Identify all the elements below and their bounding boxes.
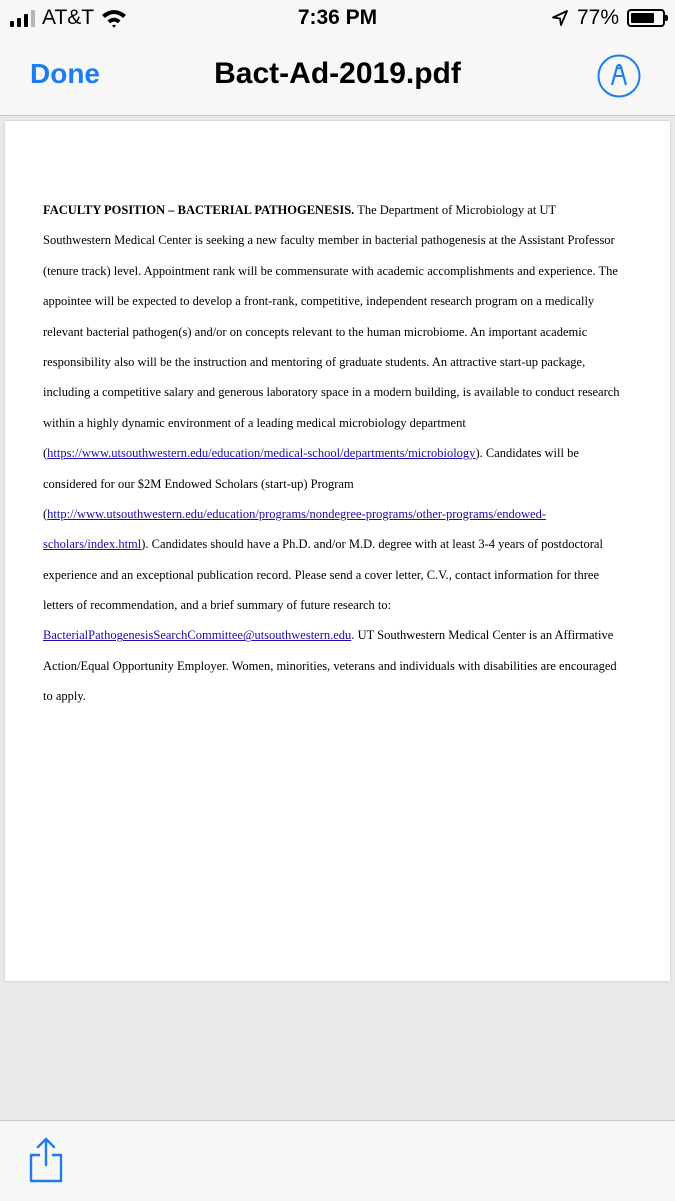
body-text: including a competitive salary and generous laboratory space in a modern building, is available to conduct research [43,385,620,400]
wifi-icon [101,8,127,28]
document-line [43,317,639,347]
done-button[interactable]: Done [30,58,100,89]
document-line [43,286,639,316]
document-line [43,681,639,711]
share-icon[interactable] [28,1135,64,1183]
body-text: appointee will be expected to develop a front-rank, competitive, independent research program on a medically [43,294,595,309]
document-line [43,438,639,468]
body-text: relevant bacterial pathogen(s) and/or on concepts relevant to the human microbiome. An important academic [43,324,588,339]
body-text: Action/Equal Opportunity Employer. Women, minorities, veterans and individuals with disabilities are encouraged [43,658,617,673]
location-arrow-icon [551,9,569,27]
document-line [43,529,639,559]
battery-percent: 77% [576,6,619,29]
document-line [43,256,639,286]
markup-pen-icon[interactable] [597,54,641,98]
body-text: (tenure track) level. Appointment rank will be commensurate with academic accomplishments and experience. The [43,263,618,278]
document-line [43,195,639,225]
document-title: Bact-Ad-2019.pdf [214,57,461,90]
document-link[interactable]: BacterialPathogenesisSearchCommittee@utsouthwestern.edu [43,628,352,643]
document-link[interactable]: scholars/index.html [43,537,142,552]
body-text: Southwestern Medical Center is seeking a new faculty member in bacterial pathogenesis at the Assistant Professor [43,233,615,248]
document-link[interactable]: https://www.utsouthwestern.edu/education/medical-school/departments/microbiology [47,446,476,461]
document-line [43,499,639,529]
body-text: within a highly dynamic environment of a leading medical microbiology department [43,415,466,430]
body-text: considered for our $2M Endowed Scholars (start-up) Program [43,476,354,491]
document-line [43,620,639,650]
body-text: to apply. [43,689,86,704]
document-link[interactable]: http://www.utsouthwestern.edu/education/programs/nondegree-programs/other-programs/endowed- [47,506,546,521]
body-text: . UT Southwestern Medical Center is an Affirmative [351,628,614,643]
body-text: ( [43,506,48,521]
carrier-label: AT&T [42,6,95,29]
document-line [43,225,639,255]
document-line [43,469,639,499]
body-text: experience and an exceptional publication record. Please send a cover letter, C.V., contact information for three [43,567,599,582]
document-line [43,651,639,681]
body-text: ). Candidates will be [475,446,579,461]
battery-fill [631,13,654,23]
body-text: responsibility also will be the instruction and mentoring of graduate students. An attractive start-up package, [43,354,586,369]
pdf-page[interactable] [5,121,670,981]
body-text: The Department of Microbiology at UT [354,203,557,217]
body-text: ). Candidates should have a Ph.D. and/or M.D. degree with at least 3-4 years of postdoctoral [141,537,603,552]
navigation-bar [0,40,675,116]
heading-text: FACULTY POSITION – BACTERIAL PATHOGENESIS. [43,203,355,217]
document-text [43,195,639,712]
status-left [10,6,127,30]
document-line [43,590,639,620]
clock: 7:36 PM [297,6,378,29]
document-line [43,408,639,438]
bottom-toolbar [0,1120,675,1201]
signal-bars-icon [10,9,35,27]
status-right [551,6,665,30]
battery-icon [627,9,665,27]
body-text: ( [43,446,48,461]
document-line [43,377,639,407]
document-line [43,560,639,590]
body-text: letters of recommendation, and a brief summary of future research to: [43,598,392,613]
document-line [43,347,639,377]
status-bar [0,0,675,40]
